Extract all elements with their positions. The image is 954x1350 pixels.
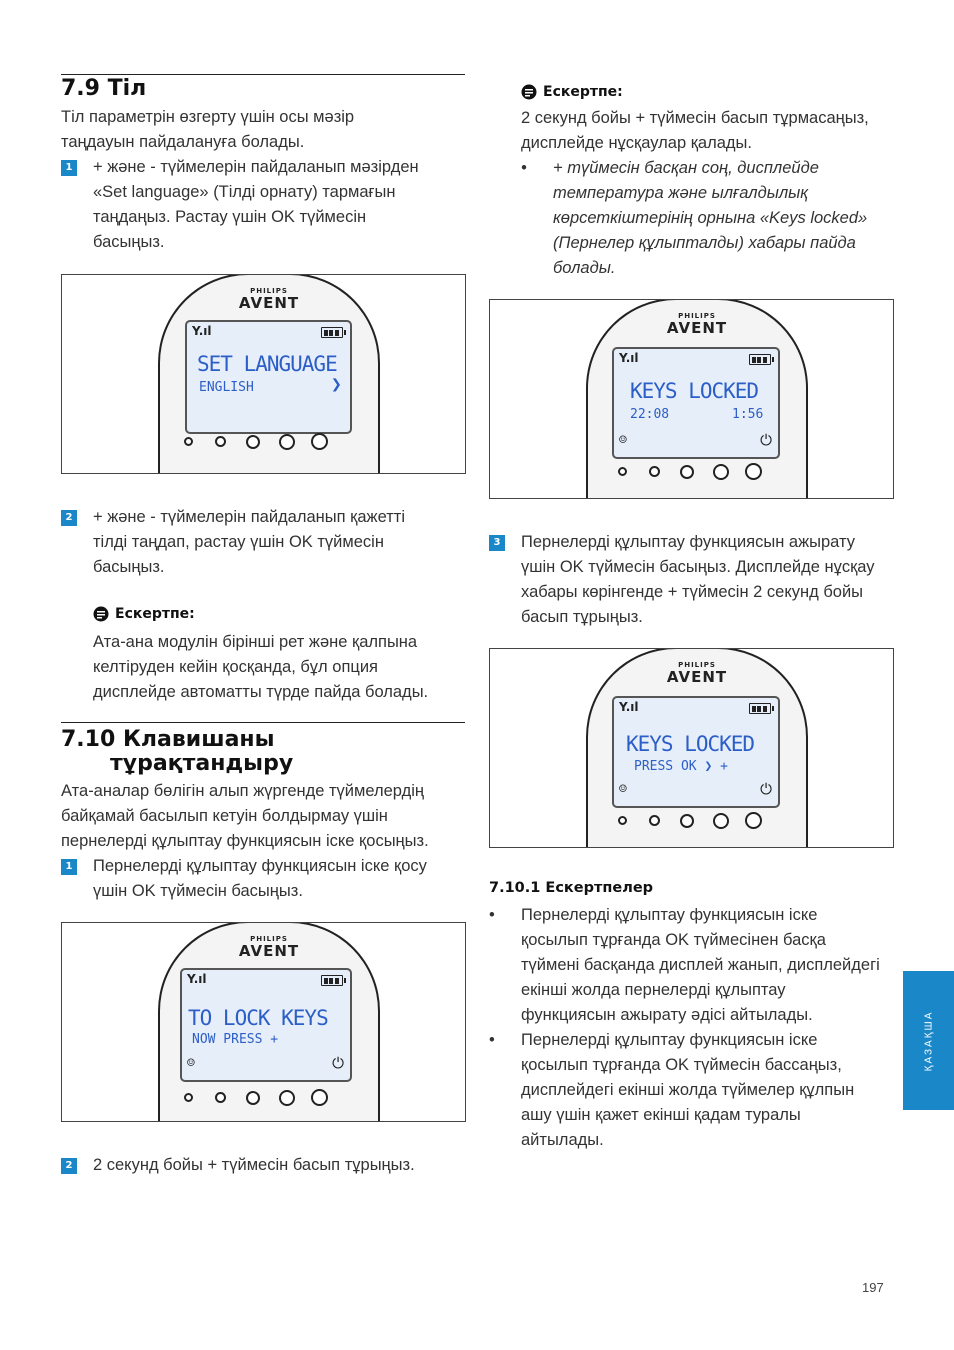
- subsection-title: 7.10.1 Ескертпелер: [489, 880, 654, 896]
- device-body: [158, 922, 380, 1122]
- note-bullets: [521, 156, 891, 281]
- note-icon: [521, 84, 537, 100]
- small-button[interactable]: [649, 466, 660, 477]
- signal-icon: Y.ıl: [192, 324, 212, 338]
- section-title-7-9: 7.9 Тіл: [61, 76, 147, 101]
- note-icon: [93, 606, 109, 622]
- device-body: [158, 274, 380, 474]
- battery-icon: [749, 703, 771, 714]
- lcd-line-1: SET LANGUAGE: [197, 352, 337, 376]
- signal-icon: Y.ıl: [619, 700, 639, 714]
- round-button[interactable]: [279, 434, 295, 450]
- timer-icon: ⏻: [332, 1054, 344, 1072]
- signal-icon: Y.ıl: [619, 351, 639, 365]
- face-icon: ☺: [187, 1056, 195, 1071]
- brand-logo: PHILIPS AVENT: [238, 935, 300, 960]
- signal-icon: Y.ıl: [187, 972, 207, 986]
- lcd-line-1: KEYS LOCKED: [630, 379, 759, 403]
- small-button[interactable]: [184, 437, 193, 446]
- button-row: [618, 812, 762, 829]
- round-button[interactable]: [713, 464, 729, 480]
- step-number: 2: [61, 1158, 77, 1174]
- page-number: 197: [862, 1280, 884, 1295]
- round-button[interactable]: [311, 1089, 328, 1106]
- lcd-line-1: TO LOCK KEYS: [188, 1006, 328, 1030]
- chevron-right-icon: ❯: [331, 374, 341, 395]
- list-item: • Пернелерді құлыптау функциясын іске қосылып тұрғанда OK түймесін бассаңыз, дисплейдегі екінші жолда түймелер құлпын ашу үшін қажет екінші қадам туралы айтылады.: [489, 1028, 884, 1153]
- battery-icon: [321, 327, 343, 338]
- list-item: • + түймесін басқан соң, дисплейде температура және ылғалдылық көрсеткіштерінің орнына «Keys locked» (Пернелер құлыпталды) хабары пайда болады.: [521, 156, 891, 281]
- round-button[interactable]: [745, 463, 762, 480]
- battery-icon: [749, 354, 771, 365]
- section-title-7-10-line1: 7.10 Клавишаны: [61, 727, 275, 752]
- button-row: [618, 463, 762, 480]
- brand-logo: PHILIPS AVENT: [238, 287, 300, 312]
- small-button[interactable]: [215, 436, 226, 447]
- note-title: Ескертпе:: [543, 84, 623, 100]
- small-button[interactable]: [184, 1093, 193, 1102]
- note-text: Ата-ана модулін бірінші рет және қалпына келтіруден кейін қосқанда, бұл опция дисплейде автоматты түрде пайда болады.: [93, 633, 429, 701]
- step-number: 3: [489, 535, 505, 551]
- language-tab[interactable]: [903, 971, 954, 1110]
- figure-keys-locked-time: [489, 299, 894, 499]
- figure-set-language: [61, 274, 466, 474]
- button-row: [184, 433, 328, 450]
- small-button[interactable]: [215, 1092, 226, 1103]
- language-tab-label: ҚАЗАҚША: [923, 1010, 934, 1071]
- round-button[interactable]: [713, 813, 729, 829]
- step-number: 1: [61, 859, 77, 875]
- face-icon: ☺: [619, 782, 627, 797]
- note-text: 2 секунд бойы + түймесін басып тұрмасаңыз, дисплейде нұсқаулар қалады.: [521, 109, 869, 152]
- round-button[interactable]: [680, 814, 694, 828]
- device-body: [586, 299, 808, 499]
- timer-icon: ⏻: [760, 780, 772, 798]
- step-number: 2: [61, 510, 77, 526]
- lcd-line-2: ENGLISH: [199, 380, 254, 395]
- section-intro: Ата-аналар бөлігін алып жүргенде түймелердің байқамай басылып кетуін болдырмау үшін пернелерді құлыптау функциясын іске қосыңыз.: [61, 782, 429, 850]
- lcd-value: 1:56: [732, 407, 764, 422]
- round-button[interactable]: [279, 1090, 295, 1106]
- lcd-line-2: PRESS OK ❯ +: [634, 759, 728, 774]
- brand-logo: PHILIPS AVENT: [666, 661, 728, 686]
- lcd-time: 22:08: [630, 407, 670, 422]
- round-button[interactable]: [246, 1091, 260, 1105]
- lcd-screen: [180, 968, 352, 1082]
- face-icon: ☺: [619, 433, 627, 448]
- step-text: Пернелерді құлыптау функциясын ажырату үшін OK түймесін басыңыз. Дисплейде нұсқау хабары көрінгенде + түймесін 2 секунд бойы басып тұрыңыз.: [521, 533, 875, 626]
- note-title: Ескертпе:: [115, 606, 195, 622]
- device-body: [586, 648, 808, 848]
- battery-icon: [321, 975, 343, 986]
- lcd-screen: [612, 347, 780, 459]
- lcd-line-1: KEYS LOCKED: [626, 732, 755, 756]
- round-button[interactable]: [311, 433, 328, 450]
- section-title-7-10-line2: тұрақтандыру: [110, 751, 294, 776]
- round-button[interactable]: [745, 812, 762, 829]
- brand-logo: PHILIPS AVENT: [666, 312, 728, 337]
- step-text: 2 секунд бойы + түймесін басып тұрыңыз.: [93, 1156, 415, 1174]
- lcd-screen: [185, 320, 352, 434]
- section-intro: Тіл параметрін өзгерту үшін осы мәзір таңдауын пайдалануға болады.: [61, 108, 355, 151]
- lcd-screen: [612, 696, 780, 808]
- figure-keys-locked-press-ok: [489, 648, 894, 848]
- round-button[interactable]: [680, 465, 694, 479]
- note-heading: [521, 84, 623, 100]
- small-button[interactable]: [618, 816, 627, 825]
- lcd-line-2: NOW PRESS +: [192, 1032, 279, 1047]
- step-text: + және - түймелерін пайдаланып мәзірден «Set language» (Тілді орнату) тармағын таңдаңыз. Растау үшін OK түймесін басыңыз.: [93, 158, 419, 251]
- list-item: • Пернелерді құлыптау функциясын іске қосылып тұрғанда OK түймесінен басқа түймені басқанда дисплей жанып, дисплейдегі екінші жолда пернелерді құлыптау функциясын ажырату әдісі айтылады.: [489, 903, 884, 1028]
- figure-to-lock-keys: [61, 922, 466, 1122]
- small-button[interactable]: [649, 815, 660, 826]
- section-rule: [61, 74, 465, 75]
- note-heading: [93, 606, 195, 622]
- step-number: 1: [61, 160, 77, 176]
- round-button[interactable]: [246, 435, 260, 449]
- timer-icon: ⏻: [760, 431, 772, 449]
- section-rule: [61, 722, 465, 723]
- step-text: + және - түймелерін пайдаланып қажетті тілді таңдап, растау үшін OK түймесін басыңыз.: [93, 508, 405, 576]
- notes-list: [489, 903, 884, 1153]
- button-row: [184, 1089, 328, 1106]
- step-text: Пернелерді құлыптау функциясын іске қосу үшін OK түймесін басыңыз.: [93, 857, 427, 900]
- small-button[interactable]: [618, 467, 627, 476]
